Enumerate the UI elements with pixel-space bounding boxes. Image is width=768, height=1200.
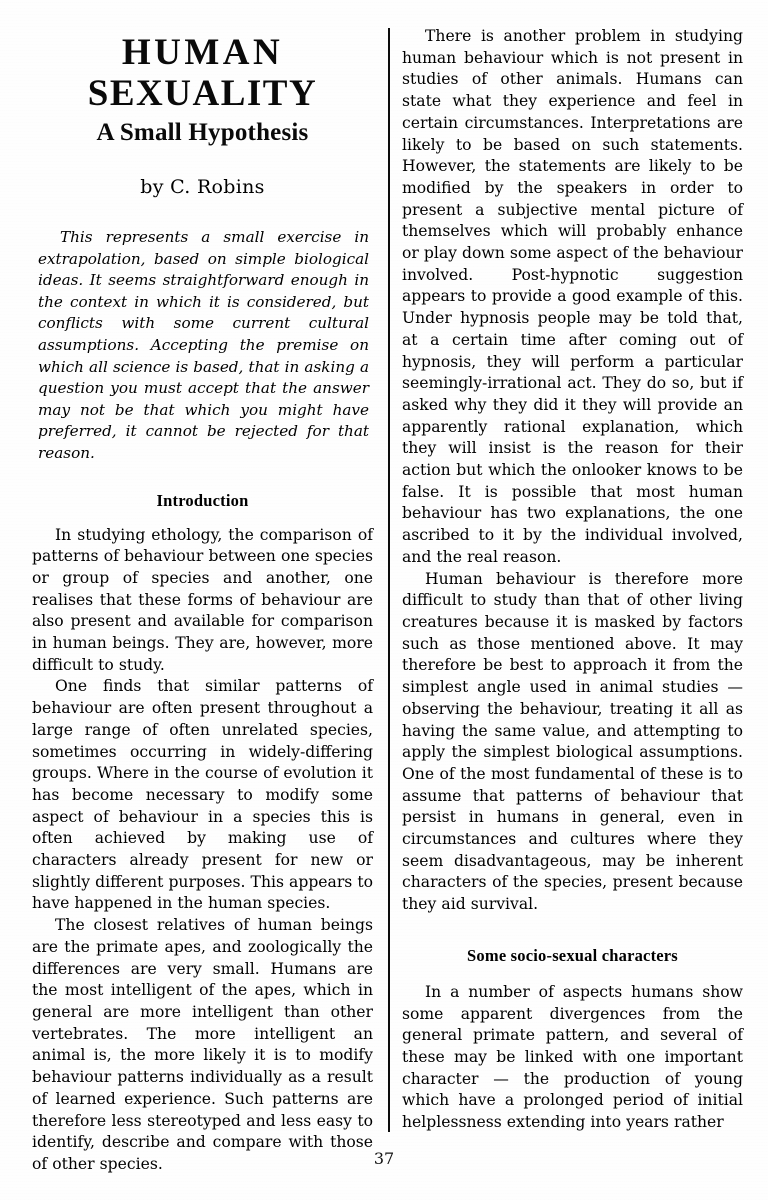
page-title-line-2: SEXUALITY (87, 73, 318, 114)
paragraph: The closest relatives of human beings are the primate apes, and zoologically the differences are very small. Humans are the most intelligent of the apes, which in general are more intelligent than other vertebrates. The more intelligent an animal is, the more likely it is to modify behaviour patterns individually as a result of learned experience. Such patterns are therefore less stereotyped and less easy to identify, describe and compare with those of other species. (32, 916, 373, 1173)
section-heading-socio-sexual-characters: Some socio-sexual characters (467, 945, 678, 965)
paragraph: In a number of aspects humans show some apparent divergences from the general primate pattern, and several of these may be linked with one important character — the production of young which have a prolonged period of initial helplessness extending into years rather (402, 982, 743, 1132)
author-byline: by C. Robins (140, 176, 265, 198)
paragraph: In studying ethology, the comparison of patterns of behaviour between one species or group of species and another, one realises that these forms of behaviour are also present and available for comparison in human beings. They are, however, more difficult to study. (32, 525, 373, 674)
paragraph: One finds that similar patterns of behaviour are often present throughout a large range of often unrelated species, sometimes occurring in widely-differing groups. Where in the course of evolution it has become necessary to modify some aspect of behaviour in a species this is often achieved by making use of characters already present for new or slightly different purposes. This appears to have happened in the human species. (32, 677, 373, 913)
column-divider-rule (388, 28, 390, 1132)
section-heading-introduction: Introduction (156, 490, 249, 510)
abstract-paragraph: This represents a small exercise in extrapolation, based on simple biological ideas. It seems straightforward enough in the context in which it is considered, but conflicts with some current cultural assumptions. Accepting the premise on which all science is based, that in asking a question you must accept that the answer may not be that which you might have preferred, it cannot be rejected for that reason. (38, 228, 369, 462)
page-number: 37 (373, 1149, 395, 1168)
article-subtitle: A Small Hypothesis (96, 119, 309, 146)
page-title-line-1: HUMAN (121, 32, 284, 73)
right-column (402, 26, 743, 1134)
paragraph: Human behaviour is therefore more difficult to study than that of other living creatures because it is masked by factors such as those mentioned above. It may therefore be best to approach it from the simplest angle used in animal studies — observing the behaviour, treating it all as having the same value, and attempting to apply the simplest biological assumptions. One of the most fundamental of these is to assume that patterns of behaviour that persist in humans in general, even in circumstances and cultures where they seem disadvantageous, may be inherent characters of the species, present because they aid survival. (402, 569, 743, 914)
left-column (32, 26, 373, 1176)
paragraph: There is another problem in studying human behaviour which is not present in studies of other animals. Humans can state what they experience and feel in certain circumstances. Interpretations are likely to be based on such statements. However, the statements are likely to be modified by the speakers in order to present a subjective mental picture of themselves which will probably enhance or play down some aspect of the behaviour involved. Post-hypnotic suggestion appears to provide a good example of this. Under hypnosis people may be told that, at a certain time after coming out of hypnosis, they will perform a particular seemingly-irrational act. They do so, but if asked why they did it they will provide an apparently rational explanation, which they will insist is the reason for their action but which the onlooker knows to be false. It is possible that most human behaviour has two explanations, the one ascribed to it by the individual involved, and the real reason. (402, 27, 743, 566)
article-title-block (32, 32, 373, 149)
